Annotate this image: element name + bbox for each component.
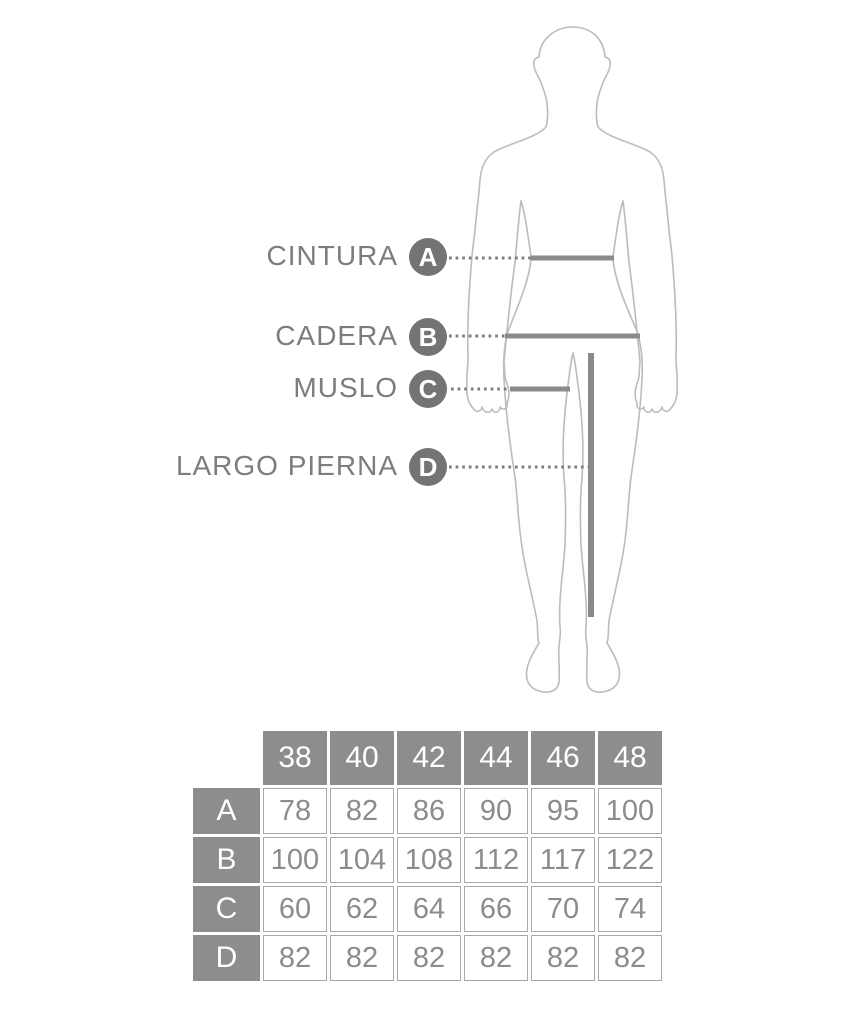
cell-a-40: 82 <box>330 788 394 834</box>
cadera-label: CADERA <box>275 320 398 351</box>
size-column-header-46: 46 <box>531 731 595 785</box>
cell-d-44: 82 <box>464 935 528 981</box>
table-corner-spacer <box>193 731 260 785</box>
marker-circle-d: D <box>409 448 447 486</box>
cell-d-38: 82 <box>263 935 327 981</box>
cell-b-48: 122 <box>598 837 662 883</box>
cell-d-40: 82 <box>330 935 394 981</box>
cell-b-38: 100 <box>263 837 327 883</box>
measure-label-muslo <box>293 370 447 408</box>
cell-c-42: 64 <box>397 886 461 932</box>
cell-a-42: 86 <box>397 788 461 834</box>
cell-d-42: 82 <box>397 935 461 981</box>
cell-b-42: 108 <box>397 837 461 883</box>
row-header-d: D <box>193 935 260 981</box>
marker-circle-b: B <box>409 318 447 356</box>
cell-c-40: 62 <box>330 886 394 932</box>
marker-circle-c: C <box>409 370 447 408</box>
cell-c-44: 66 <box>464 886 528 932</box>
size-table <box>193 731 662 981</box>
cintura-label: CINTURA <box>266 240 398 271</box>
size-column-header-48: 48 <box>598 731 662 785</box>
measure-label-cintura <box>267 238 447 276</box>
cell-b-40: 104 <box>330 837 394 883</box>
size-column-header-38: 38 <box>263 731 327 785</box>
cell-b-44: 112 <box>464 837 528 883</box>
measure-label-cadera <box>275 318 447 356</box>
cell-c-46: 70 <box>531 886 595 932</box>
muslo-label: MUSLO <box>293 372 398 403</box>
cell-a-48: 100 <box>598 788 662 834</box>
cell-c-38: 60 <box>263 886 327 932</box>
cell-a-38: 78 <box>263 788 327 834</box>
row-header-b: B <box>193 837 260 883</box>
cell-d-46: 82 <box>531 935 595 981</box>
cell-b-46: 117 <box>531 837 595 883</box>
cell-d-48: 82 <box>598 935 662 981</box>
size-column-header-40: 40 <box>330 731 394 785</box>
size-column-header-42: 42 <box>397 731 461 785</box>
body-outline <box>467 27 678 692</box>
row-header-a: A <box>193 788 260 834</box>
size-column-header-44: 44 <box>464 731 528 785</box>
cell-a-46: 95 <box>531 788 595 834</box>
row-header-c: C <box>193 886 260 932</box>
marker-circle-a: A <box>409 238 447 276</box>
cell-c-48: 74 <box>598 886 662 932</box>
measure-label-largo-pierna <box>176 448 447 486</box>
largo-pierna-label: LARGO PIERNA <box>175 450 398 481</box>
cell-a-44: 90 <box>464 788 528 834</box>
